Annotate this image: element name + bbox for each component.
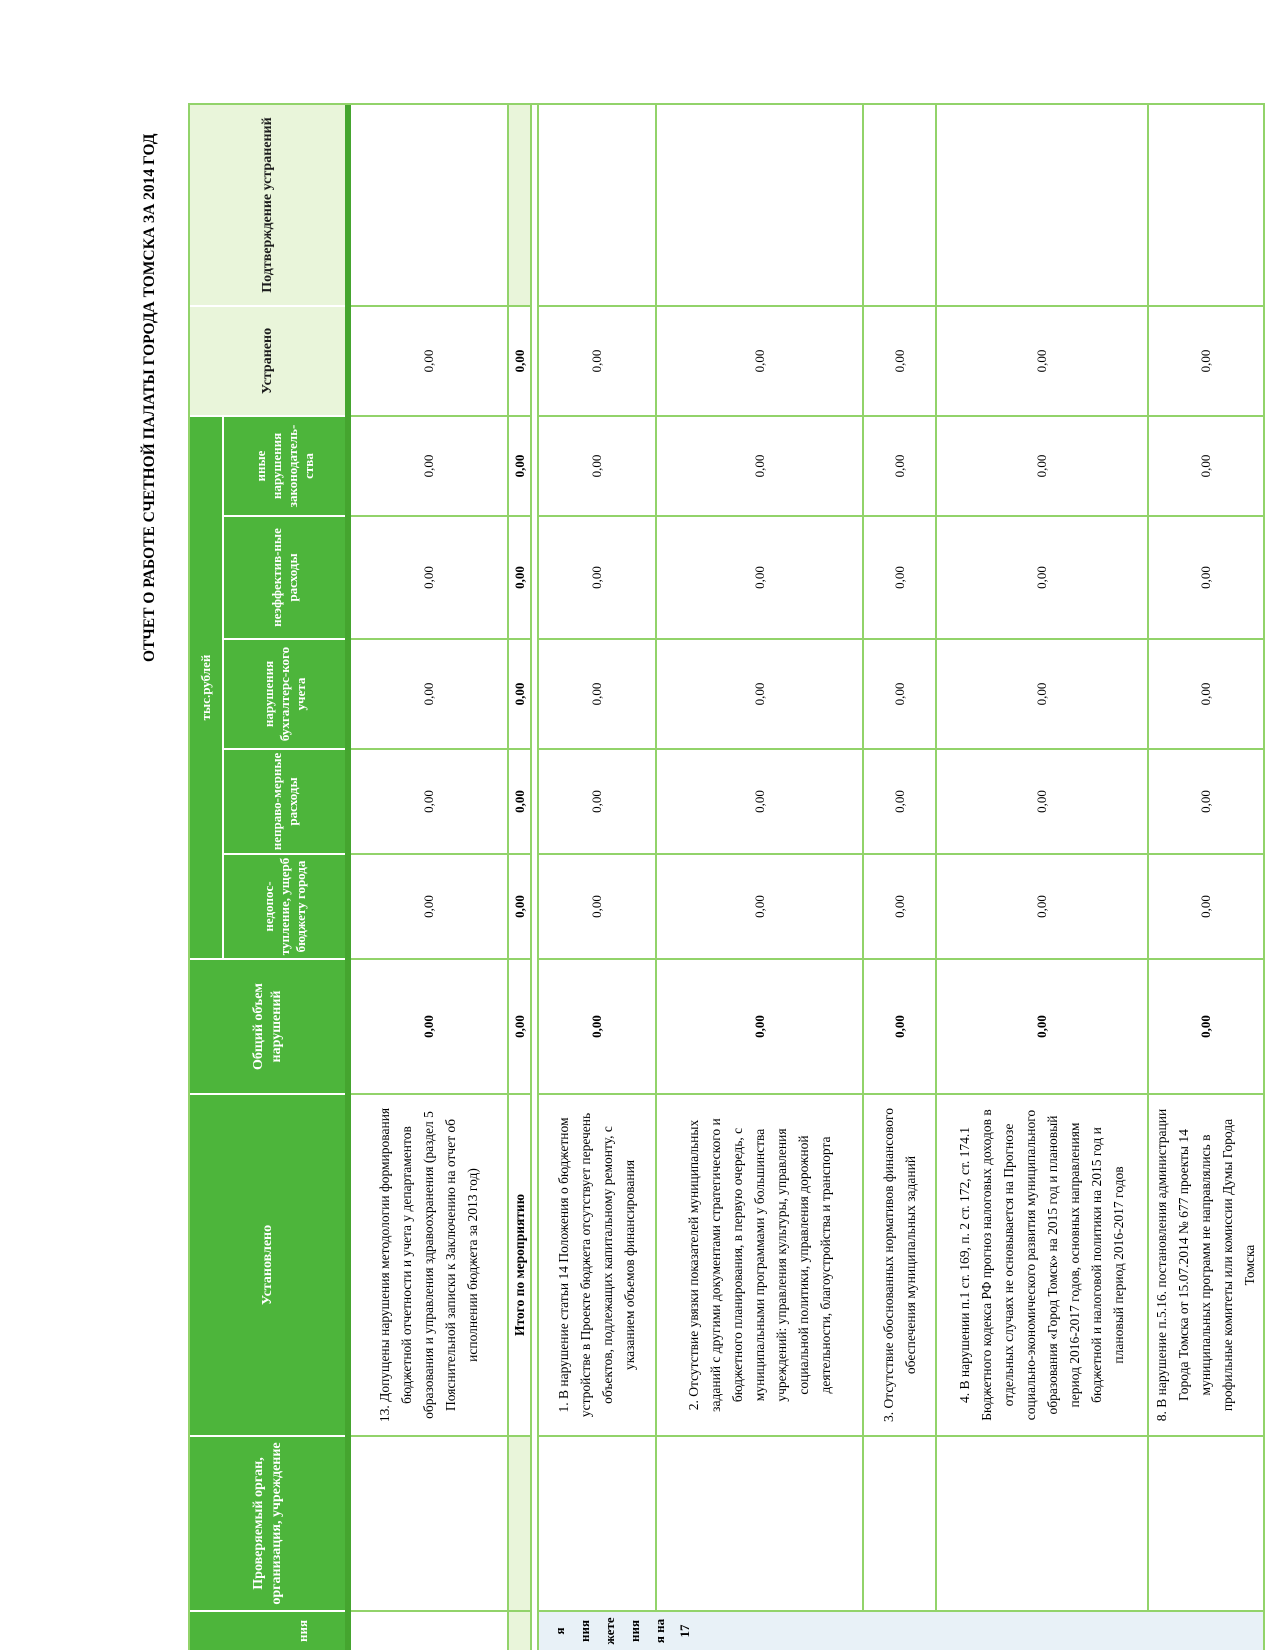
confirmation-cell bbox=[864, 105, 935, 305]
established-text: 8. В нарушение п.5.16. постановления администрации Города Томска от 15.07.2014 № 677 проекты 14 муниципальных программ не направлялись в профильные комитеты или комиссии Думы Города Томска bbox=[1149, 1095, 1263, 1435]
unlawful-value: 0,00 bbox=[864, 750, 935, 853]
header-eliminated: Устранено bbox=[190, 307, 345, 415]
event-name-fragment: жете bbox=[602, 1617, 617, 1645]
inspected-cell bbox=[539, 1437, 655, 1610]
shortfall-value: 0,00 bbox=[351, 855, 507, 958]
shortfall-value: 0,00 bbox=[937, 855, 1147, 958]
other-value: 0,00 bbox=[509, 417, 530, 515]
event-name-fragment: ния bbox=[577, 1620, 592, 1643]
confirmation-cell bbox=[509, 105, 530, 305]
event-name-fragment: 17 bbox=[677, 1624, 692, 1638]
table-header bbox=[190, 105, 345, 1650]
report-table bbox=[188, 103, 1265, 1650]
shortfall-value: 0,00 bbox=[657, 855, 862, 958]
accounting-value: 0,00 bbox=[351, 640, 507, 748]
unlawful-value: 0,00 bbox=[657, 750, 862, 853]
first-col-cell bbox=[509, 1612, 530, 1650]
shortfall-value: 0,00 bbox=[864, 855, 935, 958]
accounting-value: 0,00 bbox=[509, 640, 530, 748]
header-thousand-rubles-group: тыс.рублей bbox=[190, 417, 222, 958]
inspected-cell bbox=[937, 1437, 1147, 1610]
ineffective-value: 0,00 bbox=[539, 517, 655, 638]
eliminated-value: 0,00 bbox=[864, 307, 935, 415]
header-total-violations: Общий объем нарушений bbox=[190, 960, 345, 1093]
inspected-cell bbox=[509, 1437, 530, 1610]
total-value: 0,00 bbox=[864, 960, 935, 1093]
shortfall-value: 0,00 bbox=[539, 855, 655, 958]
established-text: 2. Отсутствие увязки показателей муниципальных заданий с другими документами стратегического и бюджетного планирования, в первую очередь, с муниципальными программами у большинства учреждений: управления культуры, управления социальной политики, управления дорожной деятельности, благоустройства и транспорта bbox=[657, 1095, 862, 1435]
accounting-value: 0,00 bbox=[539, 640, 655, 748]
total-value: 0,00 bbox=[539, 960, 655, 1093]
confirmation-cell bbox=[351, 105, 507, 305]
first-col-cell bbox=[351, 1612, 507, 1650]
header-confirmation: Подтверждение устранений bbox=[190, 105, 345, 305]
unlawful-value: 0,00 bbox=[937, 750, 1147, 853]
unlawful-value: 0,00 bbox=[1149, 750, 1263, 853]
eliminated-value: 0,00 bbox=[657, 307, 862, 415]
ineffective-value: 0,00 bbox=[937, 517, 1147, 638]
shortfall-value: 0,00 bbox=[1149, 855, 1263, 958]
total-value: 0,00 bbox=[351, 960, 507, 1093]
total-value: 0,00 bbox=[509, 960, 530, 1093]
ineffective-value: 0,00 bbox=[1149, 517, 1263, 638]
header-first-col-fragment: ния bbox=[190, 1612, 345, 1650]
established-text: 13. Допущены нарушения методологии формирования бюджетной отчетности и учета у департаментов образования и управления здравоохранения (раздел 5 Пояснительной записки к Заключению на отчет об исполнении бюджета за 2013 год) bbox=[351, 1095, 507, 1435]
ineffective-value: 0,00 bbox=[351, 517, 507, 638]
ineffective-value: 0,00 bbox=[864, 517, 935, 638]
unlawful-value: 0,00 bbox=[539, 750, 655, 853]
accounting-value: 0,00 bbox=[864, 640, 935, 748]
total-value: 0,00 bbox=[1149, 960, 1263, 1093]
event-name-fragment: я bbox=[552, 1627, 567, 1635]
header-other-violations: иные нарушения законодатель-ства bbox=[224, 417, 345, 515]
other-value: 0,00 bbox=[539, 417, 655, 515]
inspected-cell bbox=[864, 1437, 935, 1610]
header-unlawful-expenses: неправо-мерные расходы bbox=[224, 750, 345, 853]
page-title: ОТЧЕТ О РАБОТЕ СЧЕТНОЙ ПАЛАТЫ ГОРОДА ТОМСКА ЗА 2014 ГОД bbox=[141, 133, 158, 662]
eliminated-value: 0,00 bbox=[509, 307, 530, 415]
confirmation-cell bbox=[539, 105, 655, 305]
accounting-value: 0,00 bbox=[1149, 640, 1263, 748]
header-accounting-violations: нарушения бухгалтерс-кого учета bbox=[224, 640, 345, 748]
other-value: 0,00 bbox=[1149, 417, 1263, 515]
accounting-value: 0,00 bbox=[657, 640, 862, 748]
table-body bbox=[351, 105, 1263, 1650]
ineffective-value: 0,00 bbox=[509, 517, 530, 638]
event-name-fragment: я на bbox=[652, 1618, 667, 1644]
event-total-label: Итого по мероприятию bbox=[509, 1095, 530, 1435]
total-value: 0,00 bbox=[657, 960, 862, 1093]
unlawful-value: 0,00 bbox=[351, 750, 507, 853]
confirmation-cell bbox=[937, 105, 1147, 305]
confirmation-cell bbox=[1149, 105, 1263, 305]
eliminated-value: 0,00 bbox=[1149, 307, 1263, 415]
event-name-cell-partial bbox=[539, 1612, 1263, 1650]
established-text: 1. В нарушение статьи 14 Положения о бюджетном устройстве в Проекте бюджета отсутствует перечень объектов, подлежащих капитальному ремонту, с указанием объемов финансирования bbox=[539, 1095, 655, 1435]
inspected-cell bbox=[351, 1437, 507, 1610]
total-value: 0,00 bbox=[937, 960, 1147, 1093]
accounting-value: 0,00 bbox=[937, 640, 1147, 748]
shortfall-value: 0,00 bbox=[509, 855, 530, 958]
other-value: 0,00 bbox=[937, 417, 1147, 515]
established-text: 4. В нарушении п.1 ст. 169, п. 2 ст. 172, ст. 174.1 Бюджетного кодекса РФ прогноз налоговых доходов в отдельных случаях не основывается на Прогнозе социально-экономического развития муниципального образования «Город Томск» на 2015 год и плановый период 2016-2017 годов, основных направлениям бюджетной и налоговой политики на 2015 год и плановый период 2016-2017 годов bbox=[937, 1095, 1147, 1435]
header-shortfall: недопос-тупление, ущерб бюджету города bbox=[224, 855, 345, 958]
inspected-cell bbox=[1149, 1437, 1263, 1610]
confirmation-cell bbox=[657, 105, 862, 305]
section-separator bbox=[532, 105, 537, 1650]
eliminated-value: 0,00 bbox=[539, 307, 655, 415]
event-name-fragment: ния bbox=[627, 1620, 642, 1643]
other-value: 0,00 bbox=[657, 417, 862, 515]
header-inspected-body: Проверяемый орган, организация, учреждение bbox=[190, 1437, 345, 1610]
ineffective-value: 0,00 bbox=[657, 517, 862, 638]
header-established: Установлено bbox=[190, 1095, 345, 1435]
header-ineffective-expenses: неэффектив-ные расходы bbox=[224, 517, 345, 638]
other-value: 0,00 bbox=[864, 417, 935, 515]
other-value: 0,00 bbox=[351, 417, 507, 515]
inspected-cell bbox=[657, 1437, 862, 1610]
eliminated-value: 0,00 bbox=[937, 307, 1147, 415]
unlawful-value: 0,00 bbox=[509, 750, 530, 853]
eliminated-value: 0,00 bbox=[351, 307, 507, 415]
established-text: 3. Отсутствие обоснованных нормативов финансового обеспечения муниципальных заданий bbox=[864, 1095, 935, 1435]
